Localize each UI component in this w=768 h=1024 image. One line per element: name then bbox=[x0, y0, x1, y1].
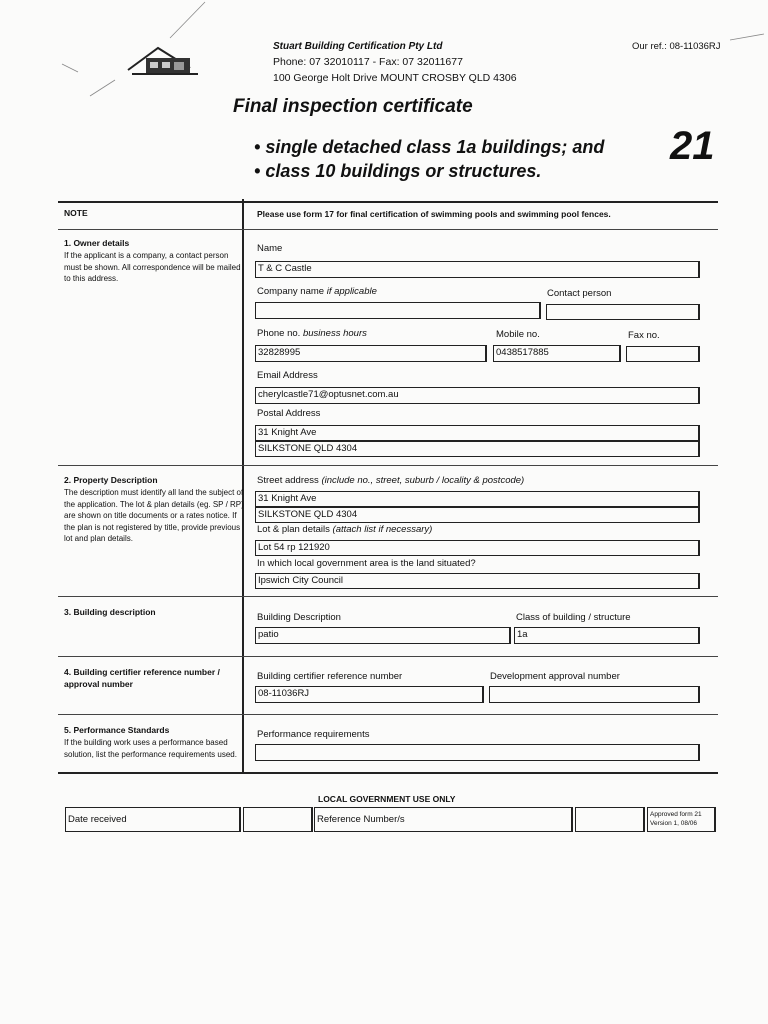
scan-mark-right bbox=[728, 28, 768, 48]
form-number: 21 bbox=[670, 124, 715, 168]
note-label: NOTE bbox=[64, 208, 88, 218]
street-label-text: Street address bbox=[257, 475, 319, 486]
company-name-label bbox=[257, 286, 377, 297]
reference-number-field[interactable] bbox=[575, 807, 645, 832]
company-phone-fax: Phone: 07 32010117 - Fax: 07 32011677 bbox=[273, 56, 463, 68]
certifier-ref-label: Building certifier reference number bbox=[257, 671, 403, 682]
phone-label bbox=[257, 328, 367, 339]
street-label bbox=[257, 475, 524, 486]
divider-owner bbox=[58, 465, 718, 466]
divider-note bbox=[58, 229, 718, 230]
reference-number-label: Reference Number/s bbox=[314, 807, 573, 832]
property-heading: 2. Property Description bbox=[64, 475, 158, 485]
postal-line1-field[interactable]: 31 Knight Ave bbox=[255, 425, 700, 441]
building-class-label: Class of building / structure bbox=[516, 612, 631, 623]
approved-form-box bbox=[647, 807, 716, 832]
divider-top bbox=[58, 201, 718, 203]
company-address: 100 George Holt Drive MOUNT CROSBY QLD 4306 bbox=[273, 72, 517, 84]
bullet-class-10-text: class 10 buildings or structures. bbox=[265, 161, 542, 181]
bullet-class-1a-text: single detached class 1a buildings; and bbox=[265, 137, 605, 157]
postal-label: Postal Address bbox=[257, 408, 321, 419]
company-logo bbox=[118, 38, 208, 86]
version-text: Version 1, 08/06 bbox=[650, 820, 697, 827]
performance-req-label: Performance requirements bbox=[257, 729, 370, 740]
form-title: Final inspection certificate bbox=[233, 96, 473, 117]
dev-approval-label: Development approval number bbox=[490, 671, 620, 682]
certifier-ref-field[interactable]: 08-11036RJ bbox=[255, 686, 484, 703]
bullet-class-10: • class 10 buildings or structures. bbox=[254, 161, 542, 181]
contact-person-label: Contact person bbox=[547, 288, 612, 299]
lot-label-suffix: (attach list if necessary) bbox=[332, 524, 433, 535]
property-note: The description must identify all land the subject of the application. The lot & plan details (eg. SP / RP) are shown on title documents or a rates notice. If the plan is not registered by title, provide previous lot and plan details. bbox=[64, 488, 244, 543]
divider-bottom bbox=[58, 772, 718, 774]
contact-person-field[interactable] bbox=[546, 304, 700, 320]
mobile-field[interactable]: 0438517885 bbox=[493, 345, 621, 362]
note-text: Please use form 17 for final certification of swimming pools and swimming pool fences. bbox=[257, 209, 611, 219]
street-line1-field[interactable]: 31 Knight Ave bbox=[255, 491, 700, 507]
owner-heading: 1. Owner details bbox=[64, 238, 130, 248]
performance-req-field[interactable] bbox=[255, 744, 700, 761]
divider-certifier bbox=[58, 714, 718, 715]
building-desc-label: Building Description bbox=[257, 612, 341, 623]
divider-property bbox=[58, 596, 718, 597]
lot-label bbox=[257, 524, 432, 535]
street-line2-field[interactable]: SILKSTONE QLD 4304 bbox=[255, 507, 700, 523]
performance-note: If the building work uses a performance based solution, list the performance requirements used. bbox=[64, 738, 237, 759]
phone-label-text: Phone no. bbox=[257, 328, 301, 339]
dev-approval-field[interactable] bbox=[489, 686, 700, 703]
fax-field[interactable] bbox=[626, 346, 700, 362]
fax-label: Fax no. bbox=[628, 330, 660, 341]
building-class-field[interactable]: 1a bbox=[514, 627, 700, 644]
company-name-field[interactable] bbox=[255, 302, 541, 319]
company-name-label-text: Company name bbox=[257, 286, 325, 297]
postal-line2-field[interactable]: SILKSTONE QLD 4304 bbox=[255, 441, 700, 457]
building-heading: 3. Building description bbox=[64, 607, 156, 617]
scan-mark bbox=[150, 0, 210, 40]
date-received-field[interactable] bbox=[243, 807, 313, 832]
lot-field[interactable]: Lot 54 rp 121920 bbox=[255, 540, 700, 556]
email-field[interactable]: cherylcastle71@optusnet.com.au bbox=[255, 387, 700, 404]
company-name: Stuart Building Certification Pty Ltd bbox=[273, 41, 443, 52]
bullet-class-1a: • single detached class 1a buildings; and bbox=[254, 137, 605, 157]
building-desc-field[interactable]: patio bbox=[255, 627, 511, 644]
phone-field[interactable]: 32828995 bbox=[255, 345, 487, 362]
our-reference: Our ref.: 08-11036RJ bbox=[632, 41, 721, 52]
lot-label-text: Lot & plan details bbox=[257, 524, 330, 535]
performance-heading: 5. Performance Standards bbox=[64, 725, 170, 735]
divider-building bbox=[58, 656, 718, 657]
approved-form-text: Approved form 21 bbox=[650, 811, 702, 818]
company-name-label-suffix: if applicable bbox=[326, 286, 377, 297]
lga-field[interactable]: Ipswich City Council bbox=[255, 573, 700, 589]
local-gov-heading: LOCAL GOVERNMENT USE ONLY bbox=[318, 794, 456, 804]
email-label: Email Address bbox=[257, 370, 318, 381]
certifier-heading: 4. Building certifier reference number / approval number bbox=[64, 667, 220, 689]
lga-label: In which local government area is the land situated? bbox=[257, 558, 476, 569]
date-received-label: Date received bbox=[65, 807, 241, 832]
owner-name-field[interactable]: T & C Castle bbox=[255, 261, 700, 278]
scan-mark-left bbox=[60, 60, 120, 100]
phone-label-suffix: business hours bbox=[302, 328, 367, 339]
owner-note: If the applicant is a company, a contact person must be shown. All correspondence will be mailed to this address. bbox=[64, 251, 241, 283]
owner-name-label: Name bbox=[257, 243, 283, 254]
street-label-suffix: (include no., street, suburb / locality & postcode) bbox=[321, 475, 525, 486]
mobile-label: Mobile no. bbox=[496, 329, 540, 340]
